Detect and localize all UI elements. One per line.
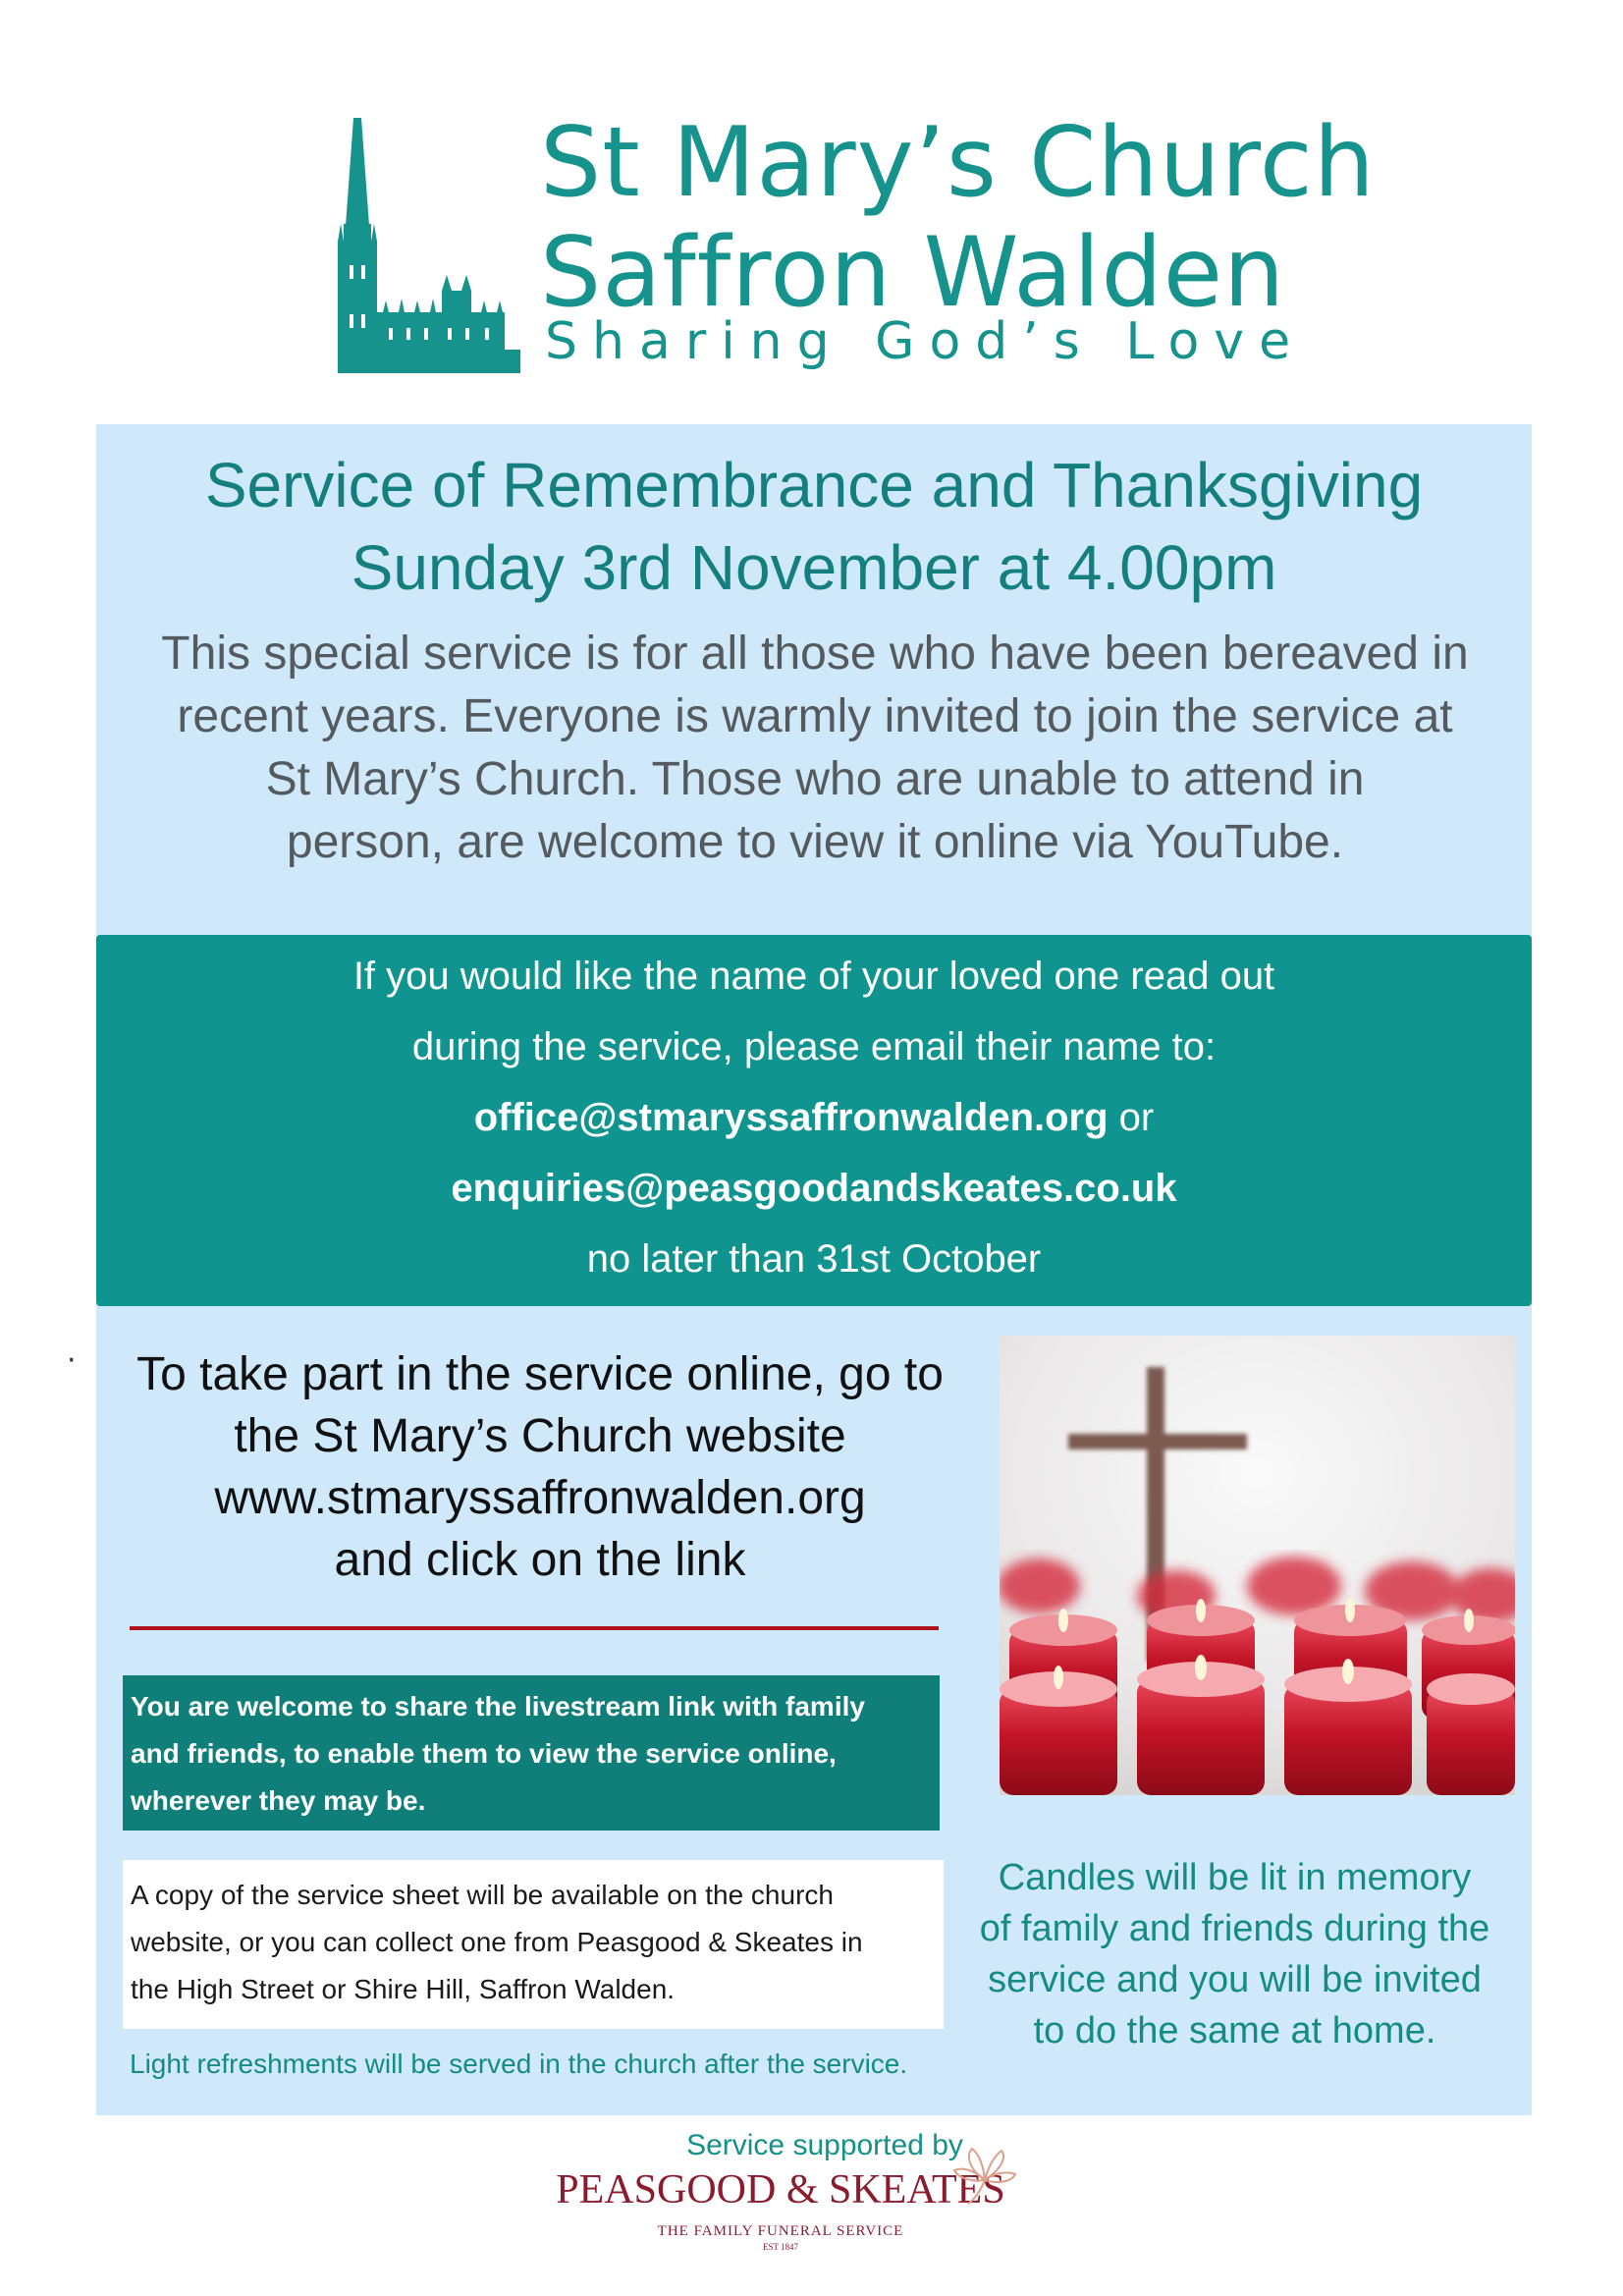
online-instructions: [98, 1343, 982, 1591]
red-divider: [130, 1626, 939, 1630]
sponsor-logo-subtitle: THE FAMILY FUNERAL SERVICE: [657, 2223, 904, 2239]
email-box-line2: during the service, please email their name to:: [411, 1025, 1217, 1068]
service-sheet-box: [123, 1860, 944, 2029]
church-tagline: Sharing God’s Love: [545, 312, 1306, 371]
bullet-dot: ·: [67, 1343, 77, 1378]
supported-by-text: Service supported by: [686, 2129, 963, 2161]
service-title-line1: Service of Remembrance and Thanksgiving: [204, 450, 1424, 520]
sheet-line: website, or you can collect one from Peasgood & Skeates in: [131, 1927, 863, 1957]
service-date-time: Sunday 3rd November at 4.00pm: [351, 532, 1277, 603]
online-line: the St Mary’s Church website: [234, 1410, 846, 1462]
candles-line: Candles will be lit in memory: [998, 1857, 1472, 1898]
deadline-text: no later than 31st October: [586, 1237, 1042, 1281]
intro-line: recent years. Everyone is warmly invited to join the service at: [177, 690, 1453, 742]
or-text: or: [1108, 1096, 1155, 1139]
intro-line: St Mary’s Church. Those who are unable to attend in: [265, 753, 1365, 805]
sheet-line: A copy of the service sheet will be available on the church: [131, 1880, 834, 1910]
sponsor-logo-name: PEASGOOD & SKEATES: [556, 2167, 1005, 2213]
lily-flower-icon: [950, 2141, 1019, 2210]
share-box: [123, 1675, 940, 1831]
candles-line: service and you will be invited: [988, 1959, 1482, 2000]
church-spire-icon: [324, 118, 520, 373]
service-title: [96, 444, 1532, 609]
email-box-line1: If you would like the name of your loved one read out: [352, 955, 1275, 998]
email-line-1: [96, 1082, 1532, 1153]
online-line: To take part in the service online, go to: [136, 1348, 944, 1400]
candles-line: of family and friends during the: [979, 1908, 1490, 1949]
email-line-2: [96, 1153, 1532, 1224]
share-line: You are welcome to share the livestream link with family: [131, 1691, 865, 1722]
website-link[interactable]: www.stmaryssaffronwalden.org: [214, 1472, 866, 1524]
enquiries-email-link[interactable]: enquiries@peasgoodandskeates.co.uk: [451, 1167, 1177, 1210]
online-line: and click on the link: [334, 1534, 746, 1586]
intro-line: This special service is for all those who have been bereaved in: [161, 628, 1469, 680]
church-name-line2: Saffron Walden: [540, 217, 1286, 329]
candles-text: [943, 1852, 1527, 2056]
sheet-line: the High Street or Shire Hill, Saffron Walden.: [131, 1974, 676, 2004]
sponsor-logo-est: EST 1847: [762, 2242, 799, 2252]
office-email-link[interactable]: office@stmaryssaffronwalden.org: [473, 1096, 1109, 1139]
share-line: and friends, to enable them to view the service online,: [131, 1738, 837, 1769]
church-name-line1: St Mary’s Church: [540, 107, 1376, 219]
email-box: [96, 935, 1532, 1306]
candles-line: to do the same at home.: [1033, 2010, 1436, 2051]
intro-line: person, are welcome to view it online via YouTube.: [286, 816, 1344, 868]
church-name: [540, 108, 1424, 328]
intro-text: [147, 623, 1483, 874]
share-line: wherever they may be.: [131, 1785, 426, 1816]
cross-and-candles-photo: [1000, 1336, 1515, 1795]
refreshments-note: Light refreshments will be served in the church after the service.: [130, 2049, 908, 2079]
